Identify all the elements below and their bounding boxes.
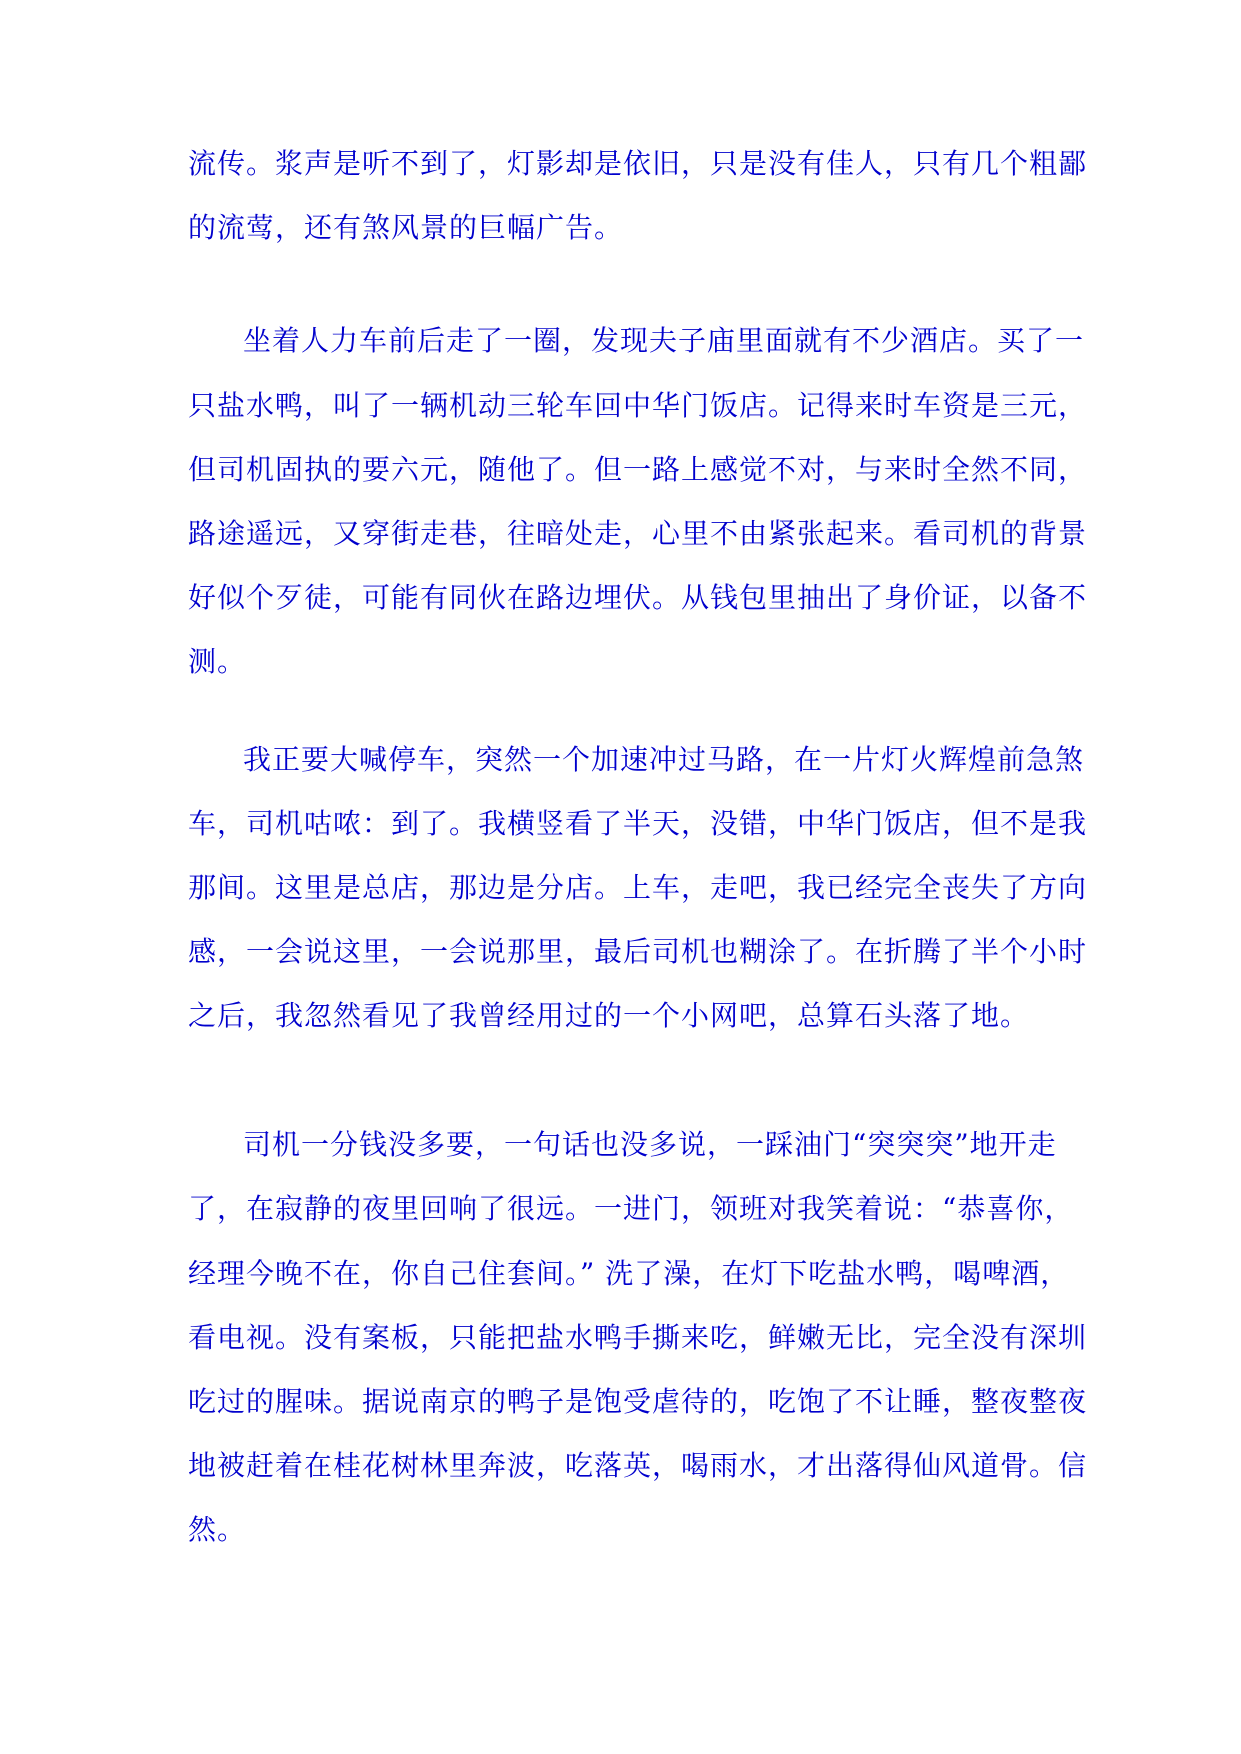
text-line: 了，在寂静的夜里回响了很远。一进门，领班对我笑着说：“恭喜你，	[188, 1192, 1074, 1225]
text-line: 地被赶着在桂花树林里奔波，吃落英，喝雨水，才出落得仙风道骨。信	[188, 1449, 1088, 1482]
text-line: 坐着人力车前后走了一圈，发现夫子庙里面就有不少酒店。买了一	[243, 324, 1085, 357]
text-line: 然。	[188, 1513, 247, 1546]
text-line: 的流莺，还有煞风景的巨幅广告。	[188, 211, 624, 244]
text-line: 流传。浆声是听不到了，灯影却是依旧，只是没有佳人，只有几个粗鄙	[188, 147, 1088, 180]
text-line: 经理今晚不在，你自己住套间。” 洗了澡，在灯下吃盐水鸭，喝啤酒，	[188, 1257, 1070, 1290]
text-line: 测。	[188, 645, 247, 678]
text-line: 我正要大喊停车，突然一个加速冲过马路，在一片灯火辉煌前急煞	[243, 743, 1085, 776]
text-line: 好似个歹徒，可能有同伙在路边埋伏。从钱包里抽出了身价证，以备不	[188, 581, 1088, 614]
text-line: 那间。这里是总店，那边是分店。上车，走吧，我已经完全丧失了方向	[188, 871, 1088, 904]
text-line: 路途遥远，又穿街走巷，往暗处走，心里不由紧张起来。看司机的背景	[188, 517, 1088, 550]
text-line: 但司机固执的要六元，随他了。但一路上感觉不对，与来时全然不同，	[188, 453, 1088, 486]
text-line: 司机一分钱没多要，一句话也没多说，一踩油门“突突突”地开走	[243, 1128, 1057, 1161]
text-line: 看电视。没有案板，只能把盐水鸭手撕来吃，鲜嫩无比，完全没有深圳	[188, 1321, 1088, 1354]
text-line: 之后，我忽然看见了我曾经用过的一个小网吧，总算石头落了地。	[188, 999, 1030, 1032]
text-line: 只盐水鸭，叫了一辆机动三轮车回中华门饭店。记得来时车资是三元，	[188, 389, 1088, 422]
text-line: 吃过的腥味。据说南京的鸭子是饱受虐待的，吃饱了不让睡，整夜整夜	[188, 1385, 1088, 1418]
text-line: 感，一会说这里，一会说那里，最后司机也糊涂了。在折腾了半个小时	[188, 935, 1088, 968]
text-line: 车，司机咕哝：到了。我横竖看了半天，没错，中华门饭店，但不是我	[188, 807, 1088, 840]
